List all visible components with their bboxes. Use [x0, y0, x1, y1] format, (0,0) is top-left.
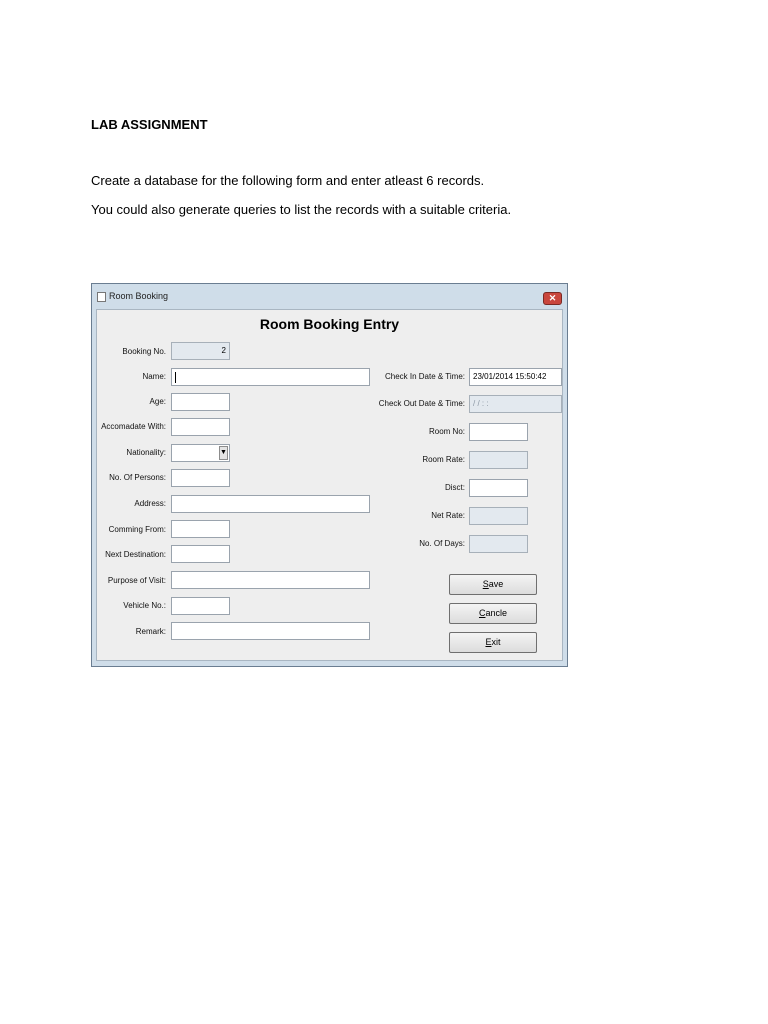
save-button[interactable]: Save: [449, 574, 537, 595]
instruction-line-1: Create a database for the following form and enter atleast 6 records.: [91, 173, 485, 188]
room-no-label: Room No:: [428, 427, 465, 436]
remark-input[interactable]: [171, 622, 370, 640]
booking-no-field: 2: [171, 342, 230, 360]
net-rate-label: Net Rate:: [431, 511, 465, 520]
disct-label: Disct:: [445, 483, 465, 492]
vehicle-no-input[interactable]: [171, 597, 230, 615]
check-out-input: / / : :: [469, 395, 562, 413]
purpose-of-visit-input[interactable]: [171, 571, 370, 589]
room-booking-window: [91, 283, 568, 667]
address-input[interactable]: [171, 495, 370, 513]
window-title: Room Booking: [109, 291, 169, 301]
address-label: Address:: [134, 499, 166, 508]
comming-from-input[interactable]: [171, 520, 230, 538]
check-in-label: Check In Date & Time:: [384, 372, 465, 381]
age-label: Age:: [149, 397, 166, 406]
cancle-button[interactable]: Cancle: [449, 603, 537, 624]
booking-no-label: Booking No.: [122, 347, 166, 356]
remark-label: Remark:: [135, 627, 166, 636]
room-no-input[interactable]: [469, 423, 528, 441]
close-icon[interactable]: ✕: [543, 292, 562, 305]
nationality-select[interactable]: [171, 444, 230, 462]
assignment-heading: LAB ASSIGNMENT: [91, 117, 208, 132]
comming-from-label: Comming From:: [108, 525, 166, 534]
chevron-down-icon[interactable]: ▼: [219, 446, 228, 460]
no-of-days-field: [469, 535, 528, 553]
name-label: Name:: [142, 372, 166, 381]
exit-button[interactable]: Exit: [449, 632, 537, 653]
next-destination-input[interactable]: [171, 545, 230, 563]
window-icon: [97, 292, 106, 302]
room-rate-label: Room Rate:: [422, 455, 465, 464]
vehicle-no-label: Vehicle No.:: [123, 601, 166, 610]
accomadate-with-label: Accomadate With:: [101, 422, 166, 431]
instruction-line-2: You could also generate queries to list the records with a suitable criteria.: [91, 202, 512, 217]
disct-input[interactable]: [469, 479, 528, 497]
check-in-input[interactable]: 23/01/2014 15:50:42: [469, 368, 562, 386]
name-input[interactable]: [171, 368, 370, 386]
form-client-area: [96, 309, 563, 661]
window-titlebar[interactable]: [92, 284, 567, 309]
net-rate-field: [469, 507, 528, 525]
no-of-persons-label: No. Of Persons:: [109, 473, 166, 482]
nationality-label: Nationality:: [126, 448, 166, 457]
text-caret: [175, 372, 176, 383]
next-destination-label: Next Destination:: [105, 550, 166, 559]
accomadate-with-input[interactable]: [171, 418, 230, 436]
room-rate-field: [469, 451, 528, 469]
check-out-label: Check Out Date & Time:: [378, 399, 465, 408]
no-of-days-label: No. Of Days:: [419, 539, 465, 548]
no-of-persons-input[interactable]: [171, 469, 230, 487]
form-title: Room Booking Entry: [259, 316, 400, 332]
age-input[interactable]: [171, 393, 230, 411]
purpose-of-visit-label: Purpose of Visit:: [107, 576, 166, 585]
